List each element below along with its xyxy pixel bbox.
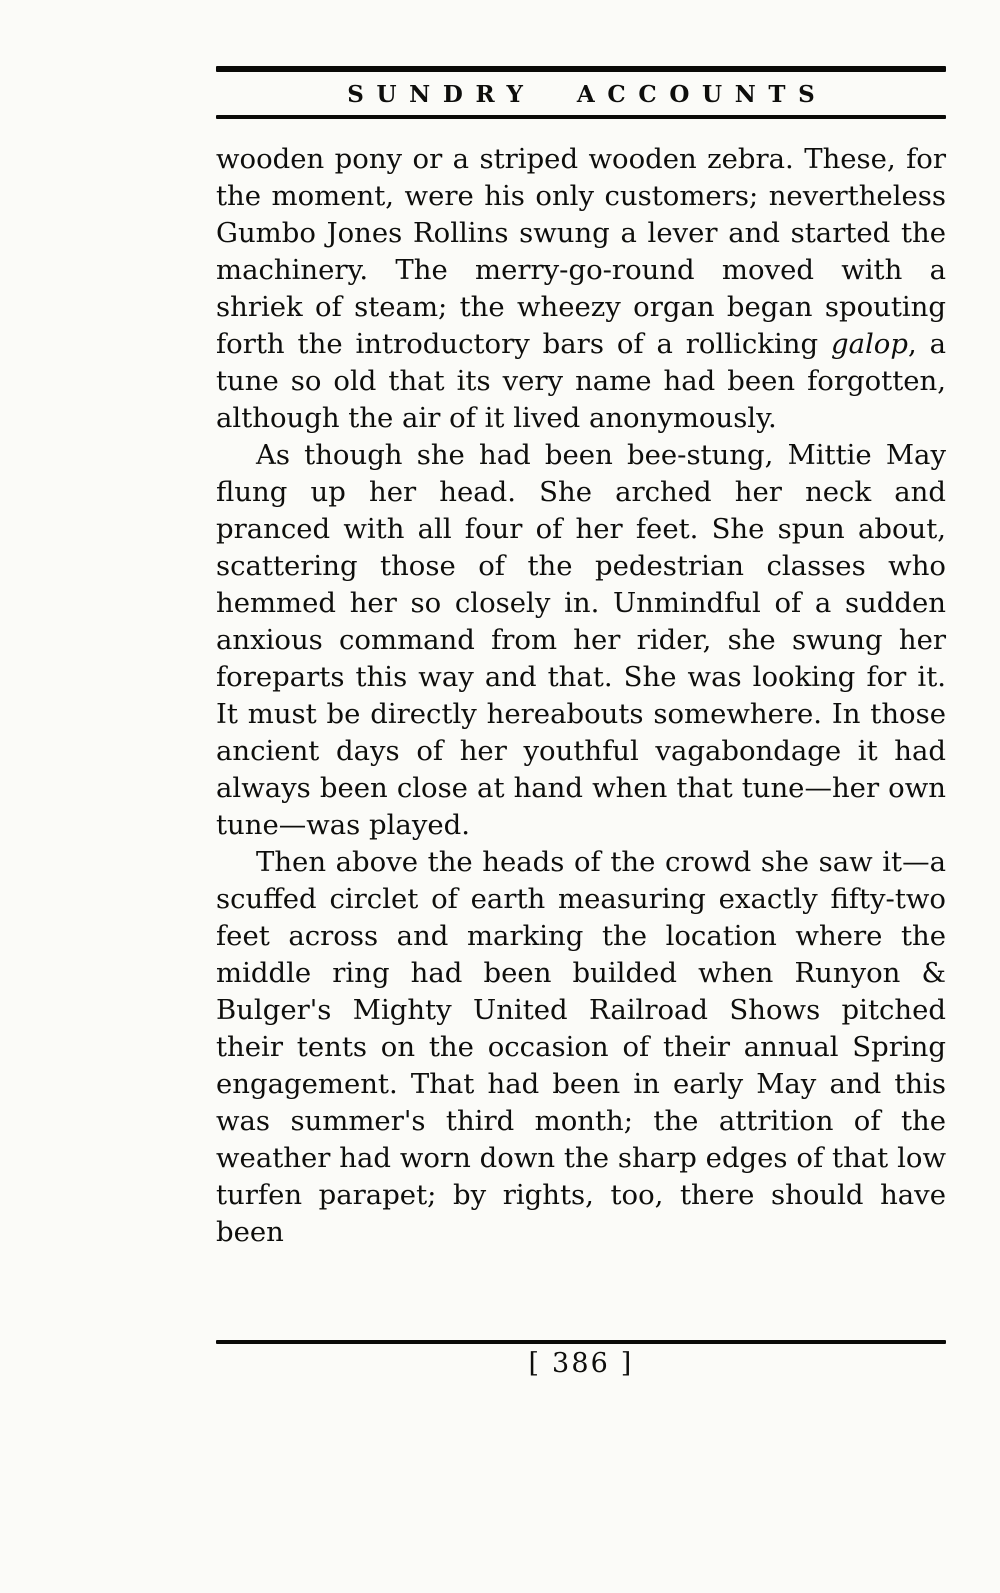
- text-block: [216, 66, 946, 1251]
- paragraph-text: , a tune so old that its very name had been forgotten, although the air of it lived anonymously.: [216, 328, 946, 434]
- paragraph: [216, 437, 946, 844]
- page-number: [ 386 ]: [528, 1348, 634, 1379]
- page-body: [216, 141, 946, 1251]
- paragraph-text-italic: galop: [830, 328, 908, 360]
- running-head-title: SUNDRY ACCOUNTS: [347, 81, 828, 108]
- paragraph: [216, 844, 946, 1251]
- paragraph-text: Then above the heads of the crowd she saw it—a scuffed circlet of earth measuring exactly fifty-two feet across and marking the location where the middle ring had been builded when Runyon & Bulger's Mighty United Railroad Shows pitched their tents on the occasion of their annual Spring engagement. That had been in early May and this was summer's third month; the attrition of the weather had worn down the sharp edges of that low turfen parapet; by rights, too, there should have been: [216, 846, 946, 1248]
- header-rule: [216, 115, 946, 119]
- paragraph: [216, 141, 946, 437]
- paragraph-text: wooden pony or a striped wooden zebra. These, for the moment, were his only customers; nevertheless Gumbo Jones Rollins swung a lever and started the machinery. The merry-go-round moved with a shriek of steam; the wheezy organ began spouting forth the introductory bars of a rollicking: [216, 143, 946, 360]
- page-footer: [216, 1340, 946, 1379]
- paragraph-text: As though she had been bee-stung, Mittie May flung up her head. She arched her neck and pranced with all four of her feet. She spun about, scattering those of the pedestrian classes who hemmed her so closely in. Unmindful of a sudden anxious command from her rider, she swung her foreparts this way and that. She was looking for it. It must be directly hereabouts somewhere. In those ancient days of her youthful vagabondage it had always been close at hand when that tune—her own tune—was played.: [216, 439, 946, 841]
- top-rule: [216, 66, 946, 72]
- footer-rule: [216, 1340, 946, 1344]
